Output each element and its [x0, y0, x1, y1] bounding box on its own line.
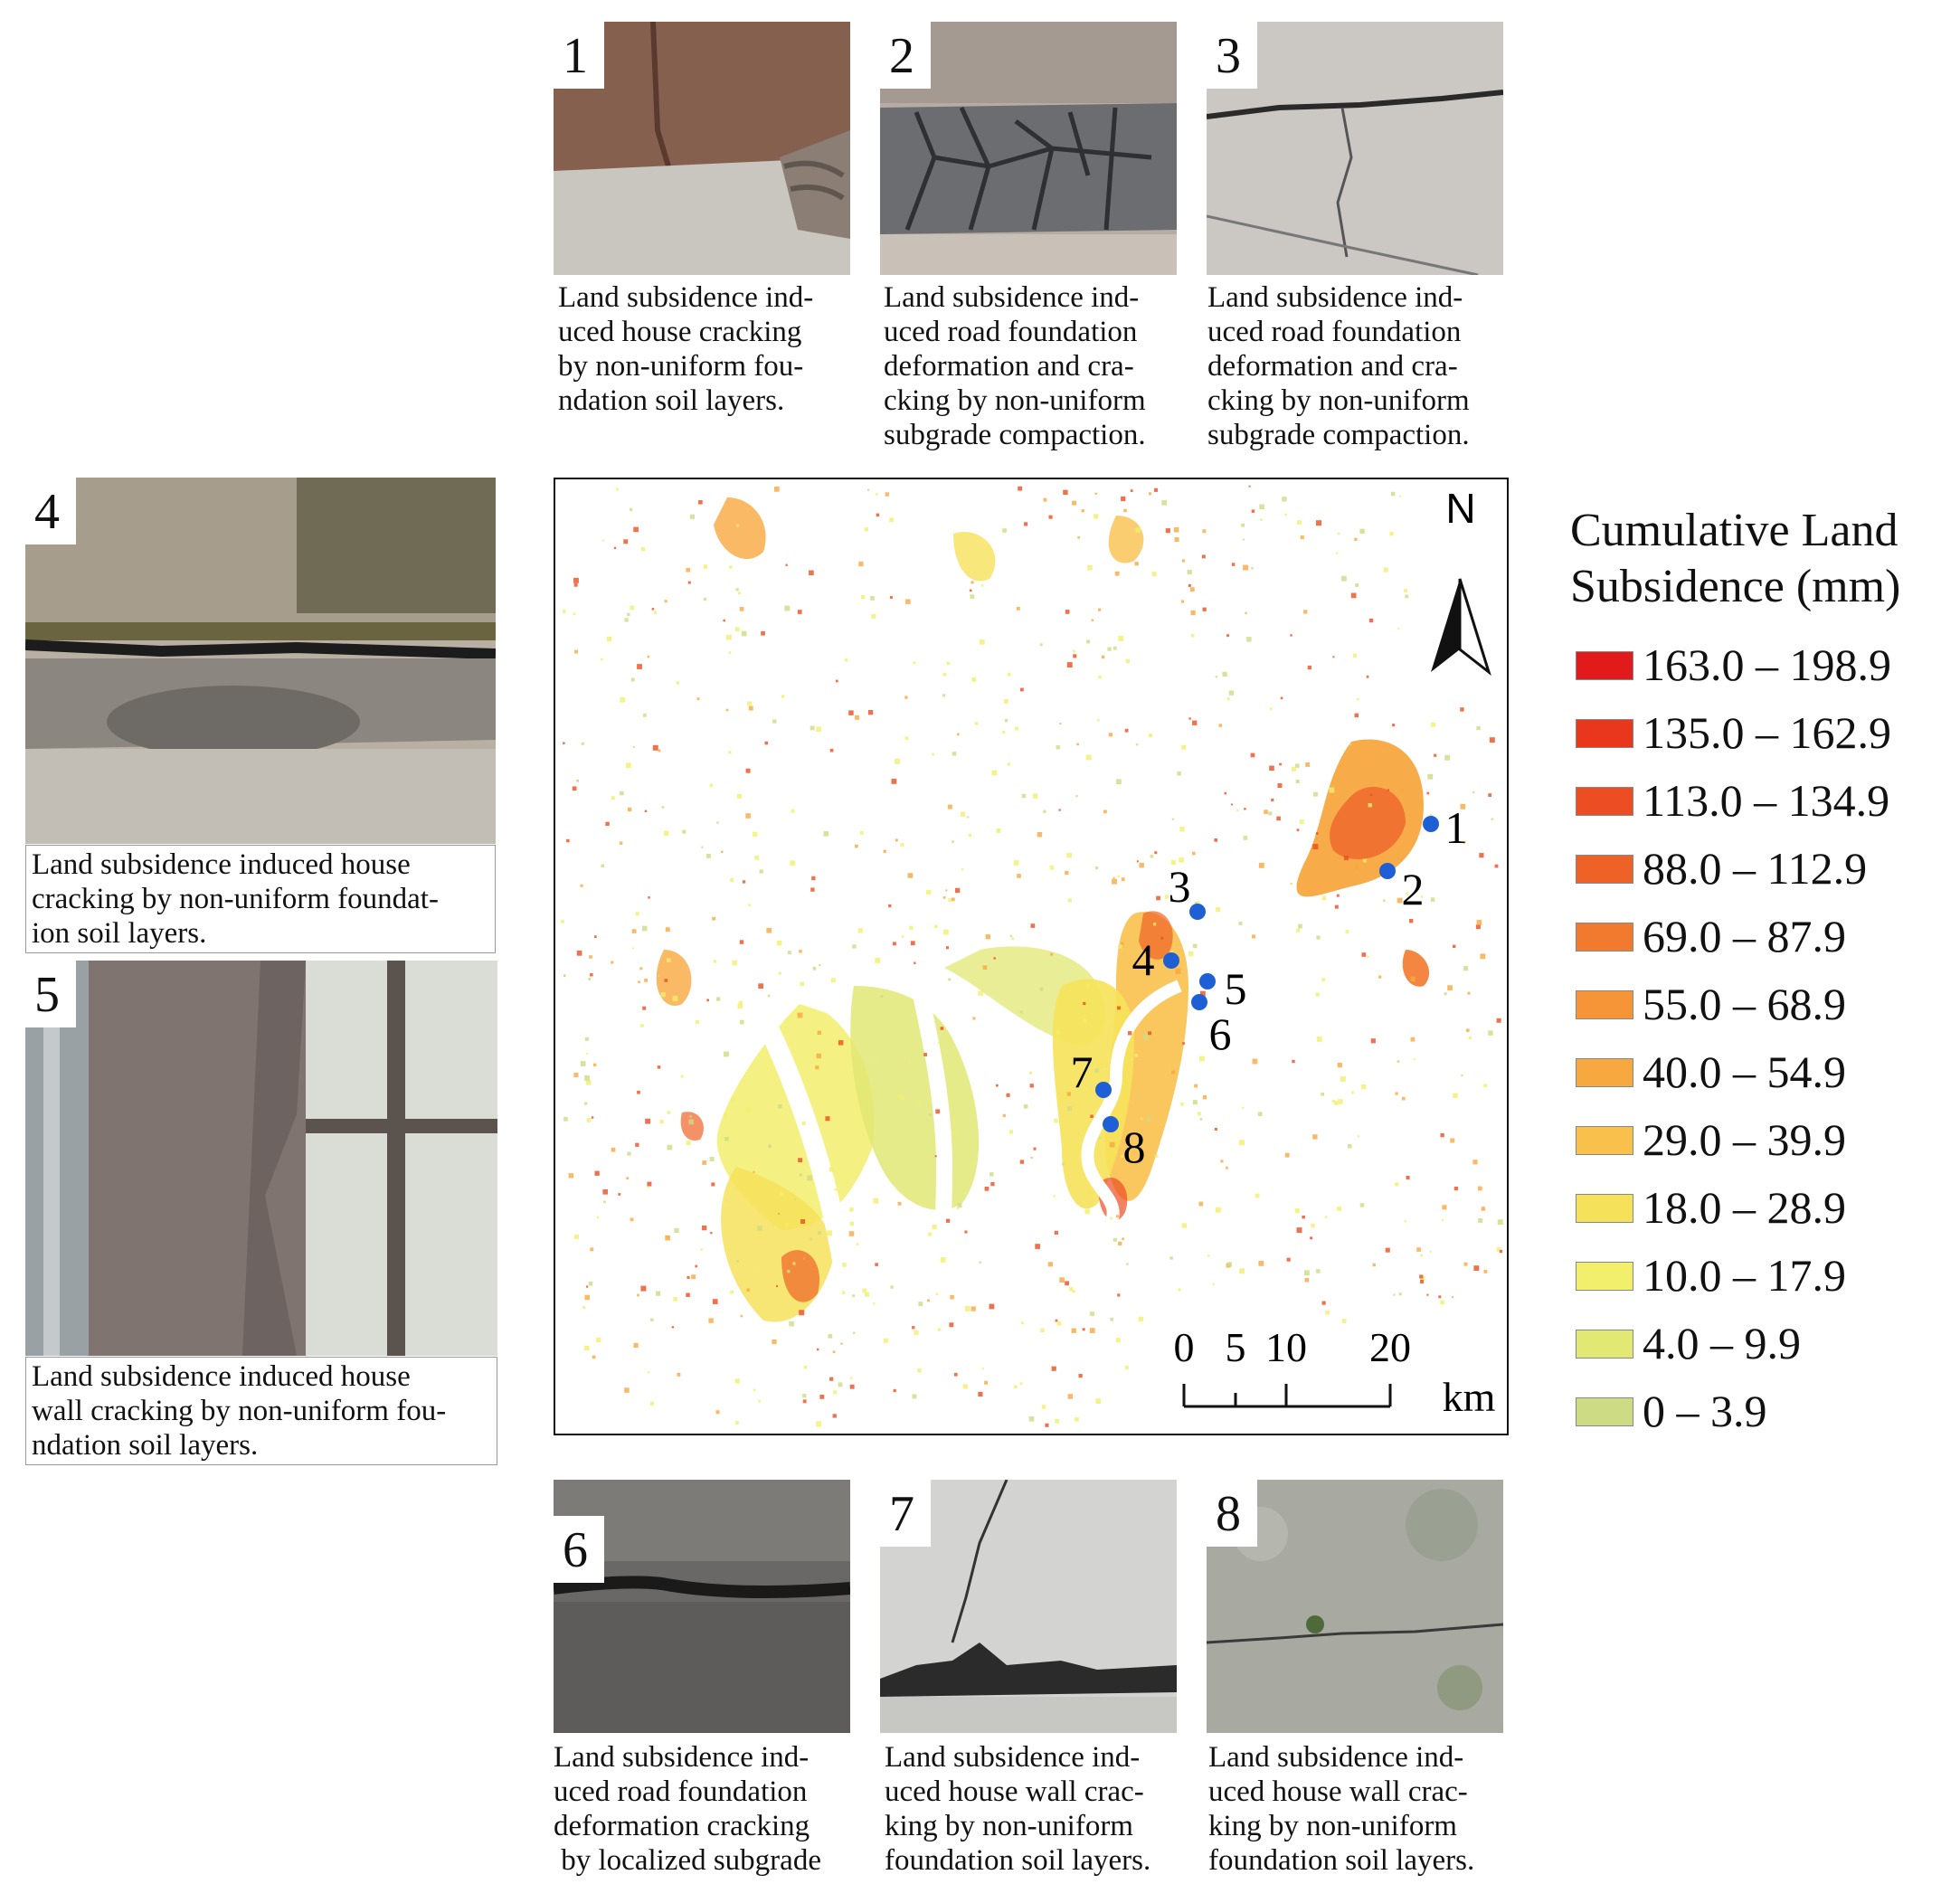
photo-8: [1207, 1480, 1503, 1733]
site-marker-icon: [1163, 952, 1179, 969]
photo-1: [554, 22, 850, 275]
photo-5-image: [25, 961, 497, 1356]
photo-1-number: 1: [554, 22, 604, 89]
site-label: 4: [1131, 934, 1155, 985]
legend-label: 113.0 – 134.9: [1643, 775, 1890, 826]
photo-5: [25, 961, 497, 1356]
photo-8-number: 8: [1207, 1480, 1257, 1547]
legend-label: 0 – 3.9: [1643, 1386, 1767, 1436]
photo-6: [554, 1480, 850, 1733]
photo-5-caption: Land subsidence induced house wall cracking by non-uniform fou- ndation soil layers.: [25, 1357, 497, 1465]
photo-7-number: 7: [880, 1480, 931, 1547]
scale-unit: km: [1442, 1374, 1496, 1420]
photo-3-caption: Land subsidence ind- uced road foundation deformation and cra- cking by non-uniform subgrade compaction.: [1207, 281, 1470, 451]
scale-tick-0: 0: [1173, 1324, 1195, 1370]
photo-3: [1207, 22, 1503, 275]
photo-8-caption: Land subsidence ind- uced house wall crac- king by non-uniform foundation soil layers.: [1208, 1741, 1475, 1877]
legend-swatch: [1576, 1330, 1633, 1359]
photo-7: [880, 1480, 1177, 1733]
scale-tick-20: 20: [1369, 1324, 1411, 1370]
legend-label: 40.0 – 54.9: [1643, 1046, 1846, 1097]
site-marker-icon: [1103, 1116, 1119, 1132]
legend-label: 88.0 – 112.9: [1643, 843, 1868, 894]
site-label: 1: [1444, 802, 1468, 853]
site-label: 7: [1070, 1046, 1094, 1097]
photo-4-caption: Land subsidence induced house cracking by non-uniform foundat- ion soil layers.: [25, 845, 496, 953]
photo-7-caption: Land subsidence ind- uced house wall crac- king by non-uniform foundation soil layers.: [885, 1741, 1151, 1877]
photo-4-image: [25, 478, 496, 844]
site-marker-icon: [1423, 816, 1439, 832]
legend-title: Cumulative Land Subsidence (mm): [1570, 505, 1901, 612]
photo-3-number: 3: [1207, 22, 1257, 89]
legend-swatch: [1576, 1058, 1633, 1087]
photo-2-number: 2: [880, 22, 931, 89]
legend-swatch: [1576, 1262, 1633, 1291]
photo-5-number: 5: [25, 961, 76, 1027]
legend-label: 10.0 – 17.9: [1643, 1250, 1846, 1301]
legend-swatch: [1576, 923, 1633, 952]
legend-label: 135.0 – 162.9: [1643, 707, 1891, 758]
legend-label: 4.0 – 9.9: [1643, 1318, 1801, 1368]
site-marker-icon: [1191, 994, 1207, 1010]
subsidence-map: [554, 478, 1509, 1435]
legend-swatch: [1576, 651, 1633, 680]
legend-swatch: [1576, 787, 1633, 816]
scale-bar: [1184, 1384, 1390, 1406]
photo-4: [25, 478, 496, 844]
legend-label: 18.0 – 28.9: [1643, 1182, 1846, 1233]
photo-2-caption: Land subsidence ind- uced road foundation deformation and cra- cking by non-uniform subgrade compaction.: [884, 281, 1146, 451]
photo-2: [880, 22, 1177, 275]
photo-6-caption: Land subsidence ind- uced road foundation deformation cracking by localized subgrade: [554, 1741, 821, 1877]
legend-label: 29.0 – 39.9: [1643, 1114, 1846, 1165]
legend-swatch: [1576, 990, 1633, 1019]
north-arrow-icon: [1431, 579, 1489, 672]
site-label: 3: [1168, 861, 1191, 912]
site-marker-icon: [1379, 863, 1396, 879]
site-label: 6: [1208, 1008, 1232, 1059]
scale-tick-5: 5: [1225, 1324, 1246, 1370]
legend-label: 55.0 – 68.9: [1643, 979, 1846, 1029]
legend-swatch: [1576, 855, 1633, 884]
legend-label: 163.0 – 198.9: [1643, 639, 1891, 690]
legend-swatch: [1576, 1397, 1633, 1426]
photo-1-caption: Land subsidence ind- uced house cracking by non-uniform fou- ndation soil layers.: [558, 281, 814, 417]
photo-6-number: 6: [554, 1516, 604, 1583]
scale-tick-10: 10: [1265, 1324, 1307, 1370]
site-label: 2: [1401, 864, 1425, 914]
legend-swatch: [1576, 719, 1633, 748]
legend-swatch: [1576, 1194, 1633, 1223]
photo-4-number: 4: [25, 478, 76, 544]
site-marker-icon: [1199, 973, 1216, 989]
site-marker-icon: [1189, 904, 1206, 920]
legend-label: 69.0 – 87.9: [1643, 911, 1846, 961]
north-label: N: [1445, 485, 1476, 532]
legend-swatch: [1576, 1126, 1633, 1155]
site-marker-icon: [1095, 1082, 1112, 1098]
site-label: 8: [1122, 1122, 1146, 1172]
site-label: 5: [1224, 963, 1247, 1014]
subsidence-raster: [555, 479, 1507, 1434]
